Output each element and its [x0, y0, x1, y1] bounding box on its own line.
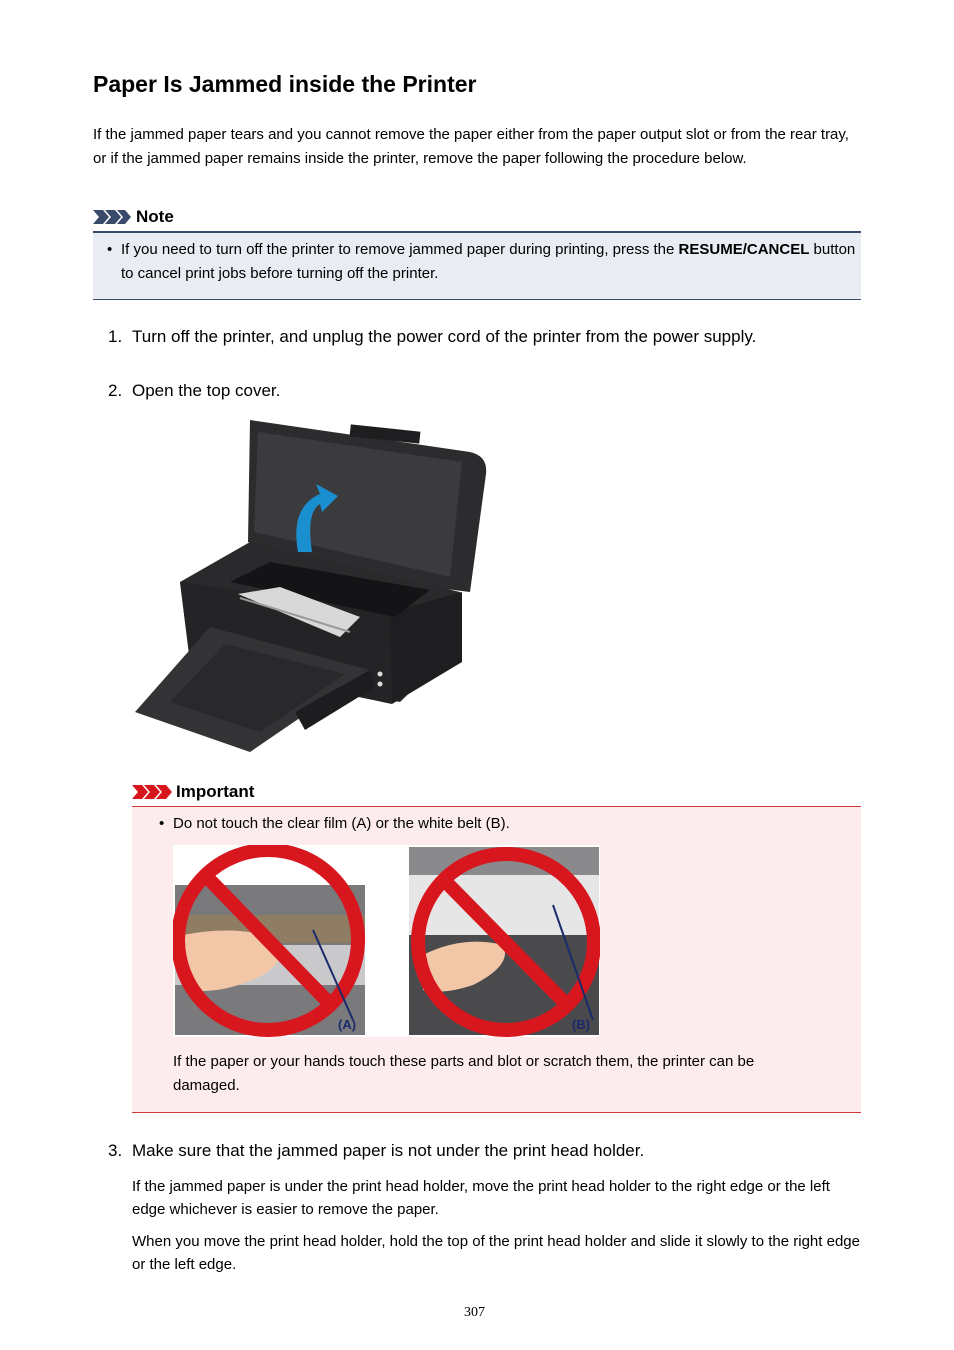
note-box [93, 231, 861, 300]
page-title: Paper Is Jammed inside the Printer [93, 71, 477, 97]
important-warning-text: If the paper or your hands touch these parts and blot or scratch them, the printer can be damaged. [173, 1053, 755, 1094]
step-3-number: 3. [108, 1141, 123, 1160]
label-b: (B) [572, 1017, 591, 1032]
step-2-text: Open the top cover. [132, 381, 281, 400]
step-3-paragraph-2: When you move the print head holder, hold the top of the print head holder and slide it slowly to the right edge or the left edge. [132, 1233, 860, 1273]
printer-open-cover-image [130, 412, 492, 758]
note-heading: Note [136, 207, 174, 226]
step-1-number: 1. [108, 327, 123, 346]
note-chevrons-icon [93, 208, 133, 226]
important-heading: Important [176, 782, 255, 801]
important-chevrons-icon [132, 783, 174, 801]
step-1-text: Turn off the printer, and unplug the power cord of the printer from the power supply. [132, 327, 757, 346]
step-3-paragraph-1: If the jammed paper is under the print head holder, move the print head holder to the right edge or the left edge whichever is easier to remove the paper. [132, 1178, 830, 1218]
important-bullet-text: Do not touch the clear film (A) or the white belt (B). [173, 815, 510, 832]
do-not-touch-image [173, 845, 600, 1037]
important-bullet-dot: • [159, 815, 165, 832]
page-number: 307 [464, 1305, 485, 1320]
white-belt-b-illustration [409, 847, 599, 1035]
step-3-text: Make sure that the jammed paper is not under the print head holder. [132, 1141, 645, 1160]
note-text-part1: If you need to turn off the printer to remove jammed paper during printing, press the [121, 241, 679, 258]
intro-paragraph: If the jammed paper tears and you cannot remove the paper either from the paper output slot or from the rear tray, or if the jammed paper remains inside the printer, remove the paper following the procedure below. [93, 126, 849, 167]
step-2-number: 2. [108, 381, 123, 400]
important-box [132, 806, 861, 1113]
note-text-part2: button to cancel print jobs before turning off the printer. [121, 241, 856, 282]
note-bullet-dot: • [107, 241, 113, 258]
resume-cancel-label: RESUME/CANCEL [678, 241, 810, 258]
note-text [121, 238, 861, 286]
label-a: (A) [338, 1017, 357, 1032]
